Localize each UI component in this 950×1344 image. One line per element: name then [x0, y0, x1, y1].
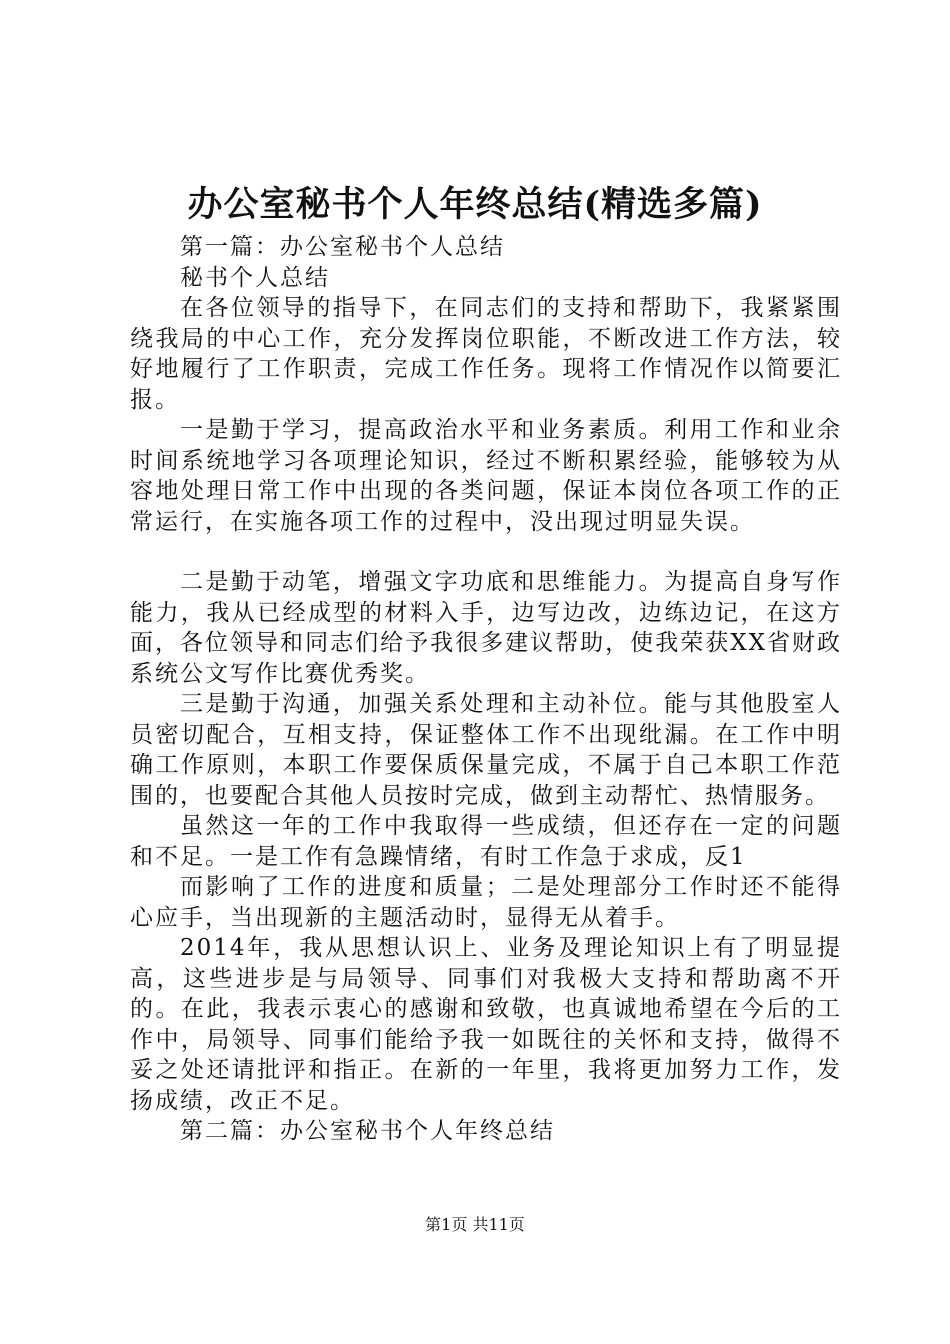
paragraph-intro: 在各位领导的指导下，在同志们的支持和帮助下，我紧紧围绕我局的中心工作，充分发挥岗位职能，不断改进工作方法，较好地履行了工作职责，完成工作任务。现将工作情况作以简要汇报。: [130, 295, 842, 413]
document-title: 办公室秘书个人年终总结(精选多篇): [187, 184, 763, 225]
section-heading-1: 第一篇：办公室秘书个人总结: [180, 234, 505, 260]
paragraph-shortcomings: 虽然这一年的工作中我取得一些成绩，但还存在一定的问题和不足。一是工作有急躁情绪，有时工作急于求成，反1: [130, 813, 842, 870]
paragraph-writing: 二是勤于动笔，增强文字功底和思维能力。为提高自身写作能力，我从已经成型的材料入手，边写边改，边练边记，在这方面，各位领导和同志们给予我很多建议帮助，使我荣获XX省财政系统公文写作比赛优秀奖。: [130, 569, 842, 687]
section-heading-2: 第二篇：办公室秘书个人年终总结: [180, 1118, 555, 1144]
paragraph-study: 一是勤于学习，提高政治水平和业务素质。利用工作和业余时间系统地学习各项理论知识，经过不断积累经验，能够较为从容地处理日常工作中出现的各类问题，保证本岗位各项工作的正常运行，在实施各项工作的过程中，没出现过明显失误。: [130, 417, 842, 535]
paragraph-shortcomings-cont: 而影响了工作的进度和质量；二是处理部分工作时还不能得心应手，当出现新的主题活动时，显得无从着手。: [130, 874, 842, 931]
paragraph-conclusion: 2014年，我从思想认识上、业务及理论知识上有了明显提高，这些进步是与局领导、同事们对我极大支持和帮助离不开的。在此，我表示衷心的感谢和致敬，也真诚地希望在今后的工作中，局领导、同事们能给予我一如既往的关怀和支持，做得不妥之处还请批评和指正。在新的一年里，我将更加努力工作，发扬成绩，改正不足。: [130, 935, 842, 1114]
page-footer: 第1页 共11页: [425, 1215, 525, 1234]
subheading: 秘书个人总结: [180, 264, 330, 291]
document-body: [130, 232, 842, 1147]
paragraph-communication: 三是勤于沟通，加强关系处理和主动补位。能与其他股室人员密切配合，互相支持，保证整体工作不出现纰漏。在工作中明确工作原则，本职工作要保质保量完成，不属于自己本职工作范围的，也要配合其他人员按时完成，做到主动帮忙、热情服务。: [130, 691, 842, 809]
